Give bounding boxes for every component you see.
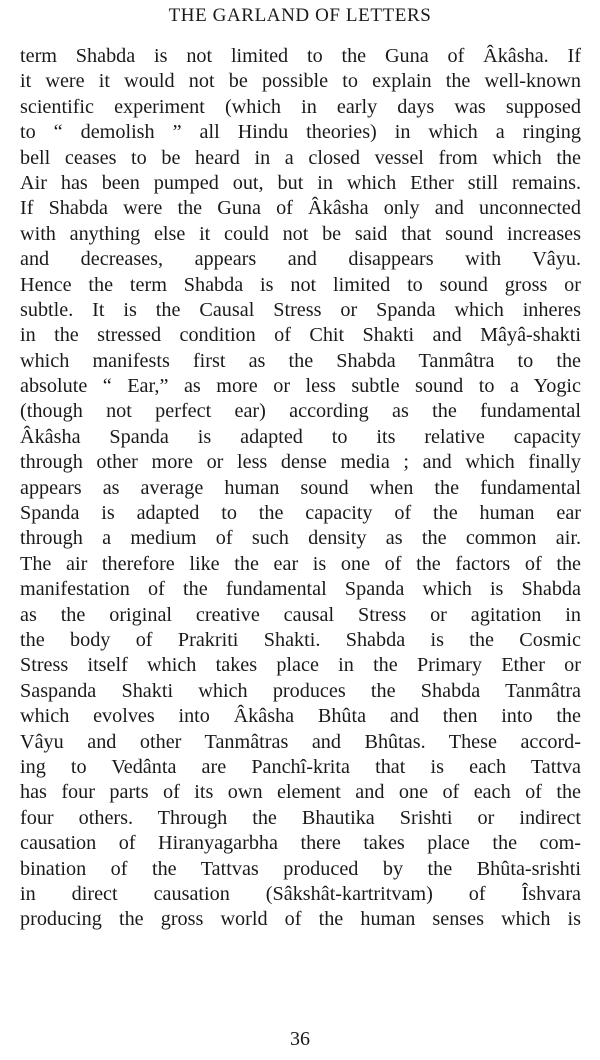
text-line: Âkâsha Spanda is adapted to its relative capacity bbox=[20, 425, 581, 448]
text-line: If Shabda were the Guna of Âkâsha only and unconnected bbox=[20, 197, 581, 220]
text-line: Saspanda Shakti which produces the Shabda Tanmâtra bbox=[20, 679, 581, 702]
body-paragraph bbox=[20, 44, 581, 933]
page-number: 36 bbox=[290, 1028, 310, 1050]
text-line: through other more or less dense media ; and which finally bbox=[20, 451, 581, 474]
text-line: Stress itself which takes place in the Primary Ether or bbox=[20, 654, 581, 677]
text-line: Air has been pumped out, but in which Ether still remains. bbox=[20, 171, 581, 194]
text-line: Hence the term Shabda is not limited to sound gross or bbox=[20, 273, 581, 296]
text-line: bination of the Tattvas produced by the Bhûta-srishti bbox=[20, 857, 581, 880]
text-line: producing the gross world of the human senses which is bbox=[20, 908, 581, 931]
text-line: four others. Through the Bhautika Srishti or indirect bbox=[20, 806, 581, 829]
text-line: subtle. It is the Causal Stress or Spanda which inheres bbox=[20, 298, 581, 321]
text-line: in the stressed condition of Chit Shakti and Mâyâ-shakti bbox=[20, 324, 581, 347]
text-line: ing to Vedânta are Panchî-krita that is each Tattva bbox=[20, 755, 581, 778]
text-line: bell ceases to be heard in a closed vessel from which the bbox=[20, 146, 581, 169]
text-line: Spanda is adapted to the capacity of the human ear bbox=[20, 502, 581, 525]
running-head-title: THE GARLAND OF LETTERS bbox=[168, 5, 432, 26]
text-line: as the original creative causal Stress or agitation in bbox=[20, 603, 581, 626]
text-line: through a medium of such density as the common air. bbox=[20, 527, 581, 550]
text-line: (though not perfect ear) according as the fundamental bbox=[20, 400, 581, 423]
text-line: the body of Prakriti Shakti. Shabda is the Cosmic bbox=[20, 628, 581, 651]
text-line: with anything else it could not be said that sound increases bbox=[20, 222, 581, 245]
text-line: which manifests first as the Shabda Tanmâtra to the bbox=[20, 349, 581, 372]
text-line: manifestation of the fundamental Spanda which is Shabda bbox=[20, 578, 581, 601]
text-line: and decreases, appears and disappears with Vâyu. bbox=[20, 248, 581, 271]
text-line: scientific experiment (which in early days was supposed bbox=[20, 95, 581, 118]
text-line: absolute “ Ear,” as more or less subtle sound to a Yogic bbox=[20, 375, 581, 398]
text-line: it were it would not be possible to explain the well-known bbox=[20, 70, 581, 93]
text-line: which evolves into Âkâsha Bhûta and then into the bbox=[20, 705, 581, 728]
text-line: The air therefore like the ear is one of the factors of the bbox=[20, 552, 581, 575]
text-line: term Shabda is not limited to the Guna of Âkâsha. If bbox=[20, 45, 581, 67]
text-line: Vâyu and other Tanmâtras and Bhûtas. These accord- bbox=[20, 730, 581, 753]
text-line: to “ demolish ” all Hindu theories) in which a ringing bbox=[20, 121, 581, 144]
text-line: causation of Hiranyagarbha there takes place the com- bbox=[20, 832, 581, 855]
text-line: appears as average human sound when the fundamental bbox=[20, 476, 581, 499]
text-line: in direct causation (Sâkshât-kartritvam) of Îshvara bbox=[20, 882, 581, 905]
text-line: has four parts of its own element and one of each of the bbox=[20, 781, 581, 804]
